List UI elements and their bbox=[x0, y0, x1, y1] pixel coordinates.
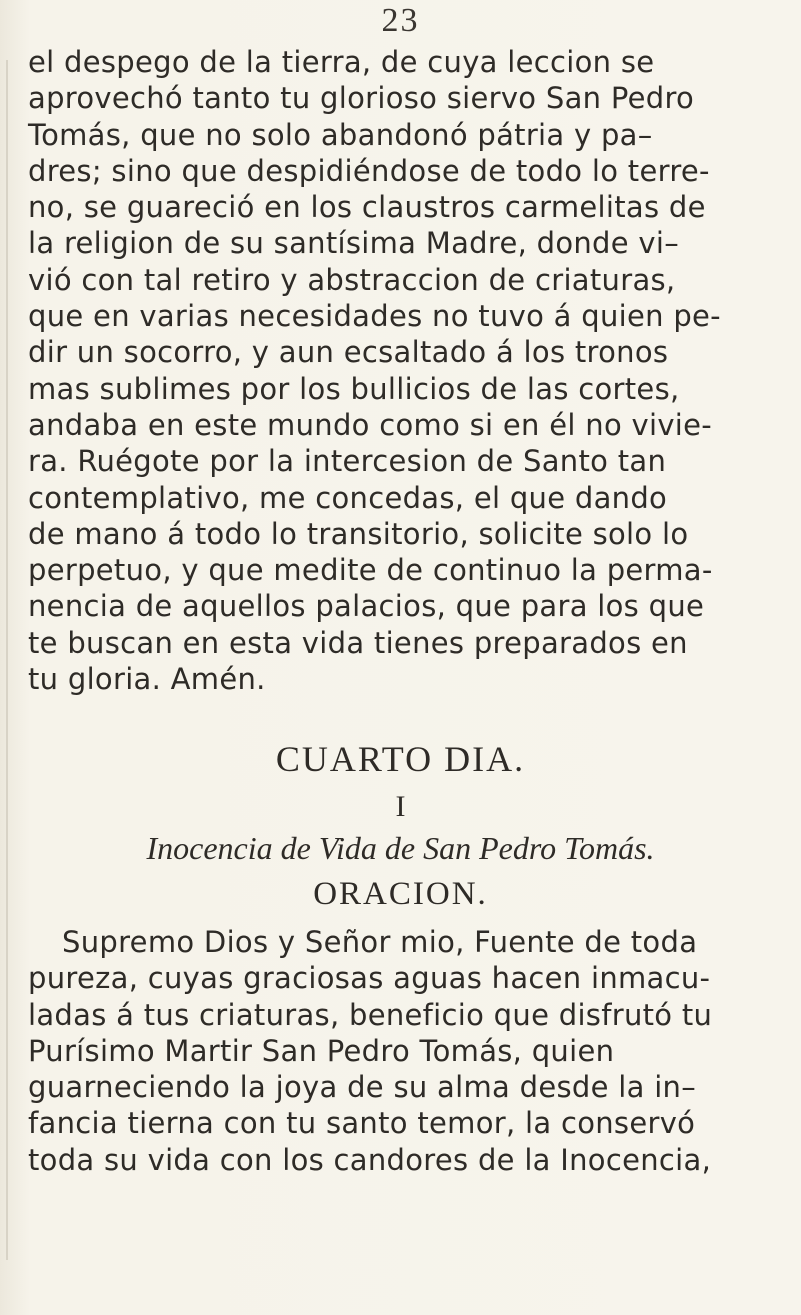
paragraph-1 bbox=[28, 44, 790, 697]
text-line: perpetuo, y que medite de continuo la perma- bbox=[28, 553, 713, 588]
text-line: pureza, cuyas graciosas aguas hacen inmacu- bbox=[28, 961, 711, 996]
paragraph-2 bbox=[28, 924, 790, 1178]
text-line: ra. Ruégote por la intercesion de Santo tan bbox=[28, 444, 667, 479]
text-line: andaba en este mundo como si en él no vivie- bbox=[28, 407, 713, 442]
text-line: Purísimo Martir San Pedro Tomás, quien bbox=[28, 1033, 615, 1068]
page-number: 23 bbox=[381, 2, 420, 39]
section-numeral: I bbox=[395, 790, 406, 823]
text-line: tu gloria. Amén. bbox=[28, 662, 266, 697]
text-line: mas sublimes por los bullicios de las cortes, bbox=[28, 371, 680, 406]
section-subtitle: Inocencia de Vida de San Pedro Tomás. bbox=[146, 830, 655, 866]
text-line: de mano á todo lo transitorio, solicite solo lo bbox=[28, 516, 689, 551]
text-line: no, se guareció en los claustros carmelitas de bbox=[28, 190, 706, 225]
text-line: fancia tierna con tu santo temor, la conservó bbox=[28, 1106, 696, 1141]
text-line: Supremo Dios y Señor mio, Fuente de toda bbox=[62, 925, 698, 959]
text-line: guarneciendo la joya de su alma desde la in– bbox=[28, 1070, 697, 1105]
text-line: vió con tal retiro y abstraccion de criaturas, bbox=[28, 262, 676, 297]
text-line: la religion de su santísima Madre, donde vi– bbox=[28, 226, 680, 261]
text-line: dir un socorro, y aun ecsaltado á los tronos bbox=[28, 335, 669, 370]
page-gutter-shadow bbox=[6, 60, 8, 1260]
text-line: te buscan en esta vida tienes preparados en bbox=[28, 625, 688, 660]
prayer-heading: ORACION. bbox=[313, 876, 488, 912]
text-line: aprovechó tanto tu glorioso siervo San Pedro bbox=[28, 81, 695, 116]
text-line: ladas á tus criaturas, beneficio que disfrutó tu bbox=[28, 997, 713, 1032]
text-line: dres; sino que despidiéndose de todo lo terre- bbox=[28, 153, 710, 188]
text-line: el despego de la tierra, de cuya leccion se bbox=[28, 45, 655, 79]
text-line: nencia de aquellos palacios, que para los que bbox=[28, 589, 705, 624]
text-line: Tomás, que no solo abandonó pátria y pa– bbox=[28, 117, 653, 152]
text-line: toda su vida con los candores de la Inocencia, bbox=[28, 1142, 712, 1177]
text-line: que en varias necesidades no tuvo á quien pe- bbox=[28, 299, 721, 334]
text-line: contemplativo, me concedas, el que dando bbox=[28, 480, 668, 515]
section-title: CUARTO DIA. bbox=[275, 739, 526, 779]
